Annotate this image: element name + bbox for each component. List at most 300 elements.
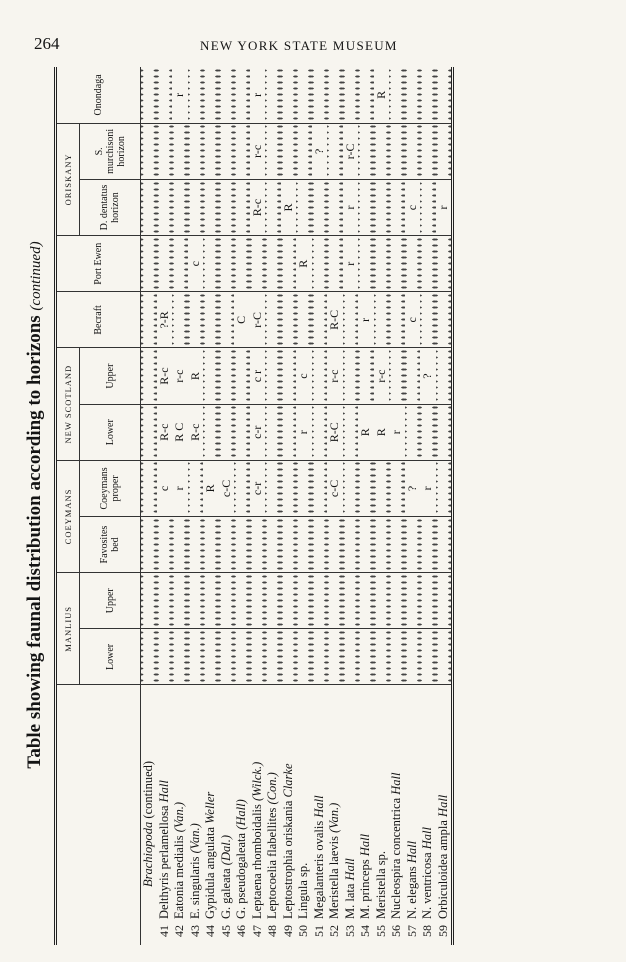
species-name: Lingula sp. (296, 862, 310, 919)
species-name: G. galeata (218, 868, 233, 919)
occurrence-mark: r (172, 92, 186, 97)
occurrence-cell (234, 236, 250, 292)
occurrence-mark: r (342, 261, 357, 266)
occurrence-cell (188, 573, 204, 629)
occurrence-cell (374, 348, 390, 404)
occurrence-cell (250, 236, 266, 292)
occurrence-cell (157, 123, 173, 179)
occurrence-mark: ? (311, 148, 326, 155)
table-row (343, 67, 359, 945)
occurrence-cell (203, 573, 219, 629)
occurrence-cell (265, 123, 281, 179)
occurrence-cell (219, 123, 235, 179)
occurrence-mark: R (280, 203, 295, 212)
occurrence-mark: c (156, 485, 171, 492)
occurrence-mark: r-c (373, 369, 388, 383)
occurrence-cell (250, 573, 266, 629)
occurrence-cell (234, 404, 250, 460)
occurrence-cell (420, 348, 436, 404)
species-author: Hall (420, 826, 434, 850)
occurrence-cell (420, 236, 436, 292)
occurrence-cell (203, 179, 219, 235)
row-number: 57 (404, 925, 419, 937)
occurrence-cell (188, 123, 204, 179)
species-cell (188, 685, 204, 921)
species-author: Hall (389, 772, 403, 795)
occurrence-cell (327, 516, 343, 572)
occurrence-cell (281, 67, 297, 123)
occurrence-cell (296, 67, 312, 123)
row-number: 50 (296, 925, 310, 937)
table-row (327, 67, 343, 945)
occurrence-cell (219, 629, 235, 685)
occurrence-cell (327, 460, 343, 516)
occurrence-cell (436, 516, 453, 572)
occurrence-cell (374, 67, 390, 123)
species-name: M. princeps (358, 859, 372, 919)
occurrence-cell (203, 404, 219, 460)
table-row (296, 67, 312, 945)
species-name: E. singularis (187, 856, 202, 919)
occurrence-cell (312, 573, 328, 629)
occurrence-mark: R-C (327, 309, 341, 330)
species-author: (Hall) (234, 799, 248, 830)
species-author: Clarke (280, 763, 295, 798)
occurrence-mark: R-C (327, 422, 341, 443)
species-name: Leptocoelia flabellites (265, 807, 279, 919)
row-number: 47 (249, 925, 264, 937)
occurrence-cell (219, 516, 235, 572)
occurrence-mark: c-C (327, 479, 341, 498)
occurrence-cell (312, 67, 328, 123)
occurrence-cell (312, 516, 328, 572)
occurrence-cell (188, 236, 204, 292)
occurrence-cell (250, 67, 266, 123)
occurrence-mark: R C (172, 422, 186, 442)
occurrence-mark: R (373, 428, 388, 437)
occurrence-cell (343, 460, 359, 516)
occurrence-mark: r (420, 486, 434, 491)
table-row (405, 67, 421, 945)
occurrence-cell (219, 348, 235, 404)
occurrence-cell (296, 629, 312, 685)
column-header-onondaga: Onondaga (56, 67, 141, 123)
occurrence-cell (234, 516, 250, 572)
occurrence-cell (157, 236, 173, 292)
species-author: (Dal.) (218, 835, 233, 866)
species-name: Meristella laevis (327, 836, 341, 919)
table-title-text: Table showing faunal distribution according to horizons (24, 315, 45, 769)
occurrence-cell (250, 460, 266, 516)
occurrence-cell (234, 629, 250, 685)
occurrence-cell (389, 236, 405, 292)
occurrence-cell (374, 179, 390, 235)
occurrence-cell (296, 123, 312, 179)
row-number: 54 (358, 925, 372, 937)
occurrence-cell (172, 67, 188, 123)
occurrence-cell (343, 516, 359, 572)
occurrence-cell (389, 348, 405, 404)
occurrence-cell (157, 629, 173, 685)
occurrence-mark: c-r (249, 425, 264, 439)
occurrence-cell (250, 292, 266, 348)
occurrence-cell (405, 292, 421, 348)
occurrence-cell (157, 179, 173, 235)
species-cell (420, 685, 436, 921)
group-header-oriskany: ORISKANY (56, 123, 80, 235)
column-header-manlius-lower: Lower (80, 629, 141, 685)
occurrence-cell (172, 348, 188, 404)
row-number: 58 (420, 925, 434, 937)
occurrence-cell (203, 67, 219, 123)
species-name: Leptaena rhomboidalis (249, 804, 264, 919)
species-author: Hall (358, 833, 372, 857)
occurrence-cell (436, 123, 453, 179)
occurrence-cell (172, 460, 188, 516)
table-row (265, 67, 281, 945)
occurrence-cell (358, 292, 374, 348)
species-cell (389, 685, 405, 921)
row-number: 42 (172, 925, 186, 937)
occurrence-cell (265, 67, 281, 123)
occurrence-cell (389, 460, 405, 516)
column-header-new-scotland-lower: Lower (80, 404, 141, 460)
occurrence-cell (420, 460, 436, 516)
occurrence-cell (389, 573, 405, 629)
table-title (24, 65, 46, 945)
species-author: Hall (435, 794, 450, 817)
species-header-blank (56, 685, 141, 945)
row-number: 51 (311, 925, 326, 937)
column-header-d-dentatus: D. dentatus horizon (80, 179, 141, 235)
table-row (188, 67, 204, 945)
occurrence-cell (219, 67, 235, 123)
species-cell (219, 685, 235, 921)
occurrence-cell (343, 292, 359, 348)
occurrence-cell (312, 348, 328, 404)
occurrence-cell (157, 67, 173, 123)
species-cell (405, 685, 421, 921)
table-row (172, 67, 188, 945)
species-name: Nucleospira concentrica (389, 797, 403, 919)
occurrence-cell (281, 404, 297, 460)
occurrence-mark: R-c (249, 198, 264, 217)
occurrence-cell (420, 179, 436, 235)
occurrence-cell (327, 236, 343, 292)
species-name: N. elegans (404, 866, 419, 919)
occurrence-cell (343, 573, 359, 629)
occurrence-mark: r (389, 430, 403, 435)
rotated-table-region (18, 65, 618, 945)
occurrence-mark: R-c (187, 423, 202, 441)
occurrence-cell (234, 460, 250, 516)
table-title-suffix: (continued) (28, 241, 44, 311)
occurrence-cell (203, 460, 219, 516)
occurrence-cell (281, 348, 297, 404)
species-cell (296, 685, 312, 921)
species-cell (312, 685, 328, 921)
row-number: 49 (280, 925, 295, 937)
occurrence-cell (219, 236, 235, 292)
occurrence-cell (188, 404, 204, 460)
occurrence-mark: R (358, 428, 372, 437)
occurrence-mark: c (404, 317, 419, 323)
occurrence-cell (250, 404, 266, 460)
occurrence-cell (157, 292, 173, 348)
occurrence-cell (420, 404, 436, 460)
occurrence-cell (327, 67, 343, 123)
occurrence-cell (312, 404, 328, 460)
occurrence-mark: r (172, 486, 186, 491)
row-number: 45 (218, 925, 233, 937)
species-author: (Van.) (172, 802, 186, 833)
row-number: 55 (373, 925, 388, 937)
row-number: 44 (203, 925, 217, 937)
occurrence-cell (358, 236, 374, 292)
occurrence-mark: r (342, 205, 357, 210)
species-author: Weller (203, 791, 217, 824)
occurrence-cell (358, 573, 374, 629)
occurrence-cell (172, 573, 188, 629)
occurrence-cell (405, 67, 421, 123)
occurrence-cell (405, 573, 421, 629)
occurrence-cell (312, 292, 328, 348)
occurrence-cell (374, 292, 390, 348)
occurrence-cell (327, 179, 343, 235)
occurrence-cell (265, 516, 281, 572)
occurrence-cell (389, 292, 405, 348)
species-name: Leptostrophia oriskania (280, 800, 295, 919)
occurrence-cell (436, 292, 453, 348)
row-number: 43 (187, 925, 202, 937)
occurrence-mark: c-C (218, 479, 233, 498)
occurrence-cell (389, 123, 405, 179)
occurrence-cell (172, 292, 188, 348)
occurrence-cell (389, 404, 405, 460)
occurrence-cell (265, 404, 281, 460)
occurrence-cell (327, 123, 343, 179)
occurrence-cell (436, 404, 453, 460)
occurrence-cell (436, 460, 453, 516)
occurrence-mark: c (296, 373, 310, 379)
table-row (250, 67, 266, 945)
table-row (157, 67, 173, 945)
species-cell (327, 685, 343, 921)
column-header-new-scotland-upper: Upper (80, 348, 141, 404)
table-body (141, 67, 453, 945)
occurrence-cell (296, 460, 312, 516)
species-author: (Van.) (187, 823, 202, 854)
category-name: Brachiopoda (141, 821, 155, 887)
row-number: 56 (389, 925, 403, 937)
occurrence-cell (374, 516, 390, 572)
occurrence-cell (358, 179, 374, 235)
occurrence-cell (265, 348, 281, 404)
occurrence-cell (296, 236, 312, 292)
group-header-manlius: MANLIUS (56, 573, 80, 685)
occurrence-cell (374, 460, 390, 516)
row-number: 48 (265, 925, 279, 937)
occurrence-cell (343, 123, 359, 179)
occurrence-cell (405, 179, 421, 235)
occurrence-mark: r (296, 430, 310, 435)
occurrence-mark: ?-R (156, 311, 171, 329)
occurrence-cell (405, 348, 421, 404)
table-row (312, 67, 328, 945)
occurrence-cell (389, 67, 405, 123)
occurrence-cell (281, 179, 297, 235)
faunal-distribution-table (54, 67, 454, 945)
occurrence-cell (296, 348, 312, 404)
occurrence-cell (343, 348, 359, 404)
occurrence-cell (219, 573, 235, 629)
occurrence-cell (358, 516, 374, 572)
occurrence-cell (219, 404, 235, 460)
row-number: 46 (234, 925, 248, 937)
occurrence-cell (188, 516, 204, 572)
occurrence-cell (296, 573, 312, 629)
species-name: Meristella sp. (373, 850, 388, 919)
occurrence-cell (203, 516, 219, 572)
occurrence-cell (250, 179, 266, 235)
column-header-port-ewen: Port Ewen (56, 236, 141, 292)
occurrence-cell (405, 236, 421, 292)
occurrence-cell (281, 460, 297, 516)
row-number: 53 (342, 925, 357, 937)
table-row (234, 67, 250, 945)
occurrence-cell (343, 179, 359, 235)
occurrence-cell (343, 404, 359, 460)
occurrence-cell (327, 292, 343, 348)
row-number: 52 (327, 925, 341, 937)
running-title: NEW YORK STATE MUSEUM (200, 38, 398, 53)
occurrence-cell (343, 236, 359, 292)
occurrence-cell (172, 404, 188, 460)
species-cell (374, 685, 390, 921)
species-cell (281, 685, 297, 921)
occurrence-cell (312, 179, 328, 235)
occurrence-mark: r (249, 92, 264, 97)
occurrence-cell (234, 67, 250, 123)
occurrence-mark: r-C (342, 143, 357, 160)
species-author: Hall (311, 795, 326, 818)
species-cell (203, 685, 219, 921)
occurrence-cell (234, 573, 250, 629)
occurrence-mark: R-c (156, 367, 171, 385)
occurrence-mark: R (187, 372, 202, 381)
occurrence-cell (188, 348, 204, 404)
occurrence-cell (405, 516, 421, 572)
occurrence-cell (188, 292, 204, 348)
occurrence-cell (250, 516, 266, 572)
occurrence-cell (157, 516, 173, 572)
occurrence-cell (188, 629, 204, 685)
occurrence-cell (234, 292, 250, 348)
table-row (389, 67, 405, 945)
occurrence-cell (405, 404, 421, 460)
occurrence-cell (172, 123, 188, 179)
occurrence-cell (358, 67, 374, 123)
species-name: Gypidula angulata (203, 827, 217, 919)
occurrence-mark: r (358, 317, 372, 322)
species-author: Hall (342, 858, 357, 881)
species-name: N. ventricosa (420, 852, 434, 919)
category-row (141, 67, 157, 945)
species-cell (172, 685, 188, 921)
occurrence-cell (420, 123, 436, 179)
table-row (374, 67, 390, 945)
occurrence-cell (157, 404, 173, 460)
occurrence-cell (358, 460, 374, 516)
occurrence-cell (265, 236, 281, 292)
occurrence-mark: r (435, 205, 450, 210)
species-author: (Con.) (265, 772, 279, 805)
row-number: 41 (156, 925, 171, 937)
occurrence-cell (265, 629, 281, 685)
occurrence-cell (296, 179, 312, 235)
occurrence-cell (358, 629, 374, 685)
occurrence-cell (203, 236, 219, 292)
occurrence-cell (203, 629, 219, 685)
occurrence-mark: c r (249, 369, 264, 383)
occurrence-cell (250, 629, 266, 685)
occurrence-cell (312, 123, 328, 179)
occurrence-cell (436, 573, 453, 629)
species-cell (234, 685, 250, 921)
occurrence-cell (420, 629, 436, 685)
occurrence-cell (420, 292, 436, 348)
occurrence-mark: c (187, 261, 202, 267)
occurrence-cell (327, 629, 343, 685)
category-label (141, 685, 157, 921)
occurrence-cell (312, 629, 328, 685)
species-name: Delthyris perlamellosa (156, 805, 171, 919)
occurrence-cell (374, 629, 390, 685)
occurrence-cell (203, 348, 219, 404)
species-cell (250, 685, 266, 921)
species-cell (436, 685, 453, 921)
group-header-new-scotland: NEW SCOTLAND (56, 348, 80, 460)
page-number: 264 (34, 34, 60, 53)
column-header-s-murchisoni: S. murchisoni horizon (80, 123, 141, 179)
occurrence-cell (265, 292, 281, 348)
occurrence-cell (405, 629, 421, 685)
column-header-becraft: Becraft (56, 292, 141, 348)
table-row (281, 67, 297, 945)
occurrence-cell (203, 292, 219, 348)
occurrence-cell (296, 292, 312, 348)
species-cell (358, 685, 374, 921)
occurrence-cell (234, 179, 250, 235)
occurrence-cell (234, 348, 250, 404)
occurrence-mark: ? (404, 485, 419, 492)
species-cell (265, 685, 281, 921)
occurrence-cell (436, 629, 453, 685)
occurrence-cell (358, 348, 374, 404)
occurrence-cell (405, 123, 421, 179)
species-name: Orbiculoidea ampla (435, 820, 450, 919)
occurrence-cell (172, 629, 188, 685)
occurrence-cell (219, 460, 235, 516)
table-row (436, 67, 453, 945)
species-author: (Wilck.) (249, 761, 264, 801)
occurrence-mark: C (234, 315, 248, 324)
occurrence-cell (157, 573, 173, 629)
occurrence-mark: c (404, 204, 419, 211)
occurrence-cell (343, 629, 359, 685)
column-header-manlius-upper: Upper (80, 573, 141, 629)
occurrence-cell (281, 629, 297, 685)
